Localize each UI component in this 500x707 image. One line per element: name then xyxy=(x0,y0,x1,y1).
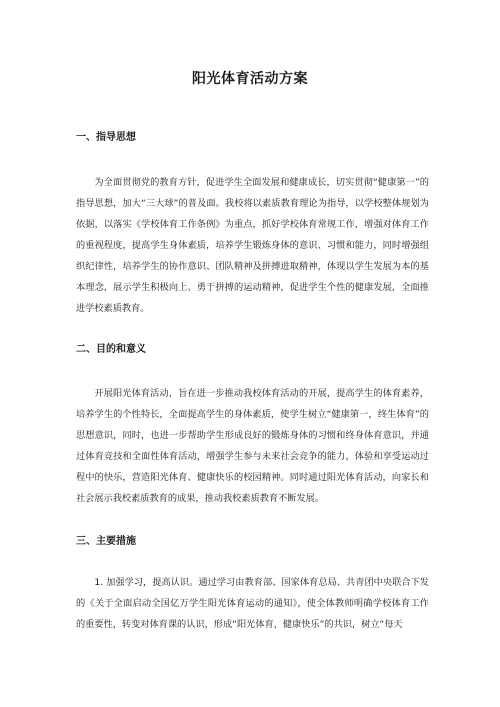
section-paragraph-guiding-ideology: 为全面贯彻党的教育方针，促进学生全面发展和健康成长，切实贯彻“健康第一”的指导思想，加大“三大球”的普及面。我校将以素质教育理论为指导，以学校整体规划为依据，以落实《学校体育工作条例》为重点，抓好学校体育常规工作，增强对体育工作的重视程度，提高学生身体素质，培养学生锻炼身体的意识、习惯和能力，同时增强组织纪律性，培养学生的协作意识、团队精神及拼搏进取精神，体现以学生发展为本的基本理念，展示学生积极向上、勇于拼搏的运动精神，促进学生个性的健康发展，全面推进学校素质教育。 xyxy=(76,177,429,314)
section-heading-main-measures: 三、主要措施 xyxy=(76,536,136,547)
document-title: 阳光体育活动方案 xyxy=(192,71,308,87)
section-heading-guiding-ideology: 一、指导思想 xyxy=(76,132,136,143)
section-paragraph-purpose-significance: 开展阳光体育活动，旨在进一步推动我校体育活动的开展，提高学生的体育素养，培养学生的个性特长，全面提高学生的身体素质，使学生树立“健康第一，终生体育”的思想意识，同时，也进一步帮助学生形成良好的锻炼身体的习惯和终身体育意识，并通过体育竞技和全面性体育活动，增强学生参与未来社会竞争的能力，体验和享受运动过程中的快乐，营造阳光体育、健康快乐的校园精神。同时通过阳光体育活动，向家长和社会展示我校素质教育的成果，推动我校素质教育不断发展。 xyxy=(76,388,429,504)
section-heading-purpose-significance: 二、目的和意义 xyxy=(76,344,146,355)
section-paragraph-main-measures: 1. 加强学习，提高认识。通过学习由教育部、国家体育总局、共青团中央联合下发的《关于全面启动全国亿万学生阳光体育运动的通知》，使全体教师明确学校体育工作的重要性，转变对体育课的认识，形成“阳光体育，健康快乐”的共识，树立“每天 xyxy=(76,577,429,630)
